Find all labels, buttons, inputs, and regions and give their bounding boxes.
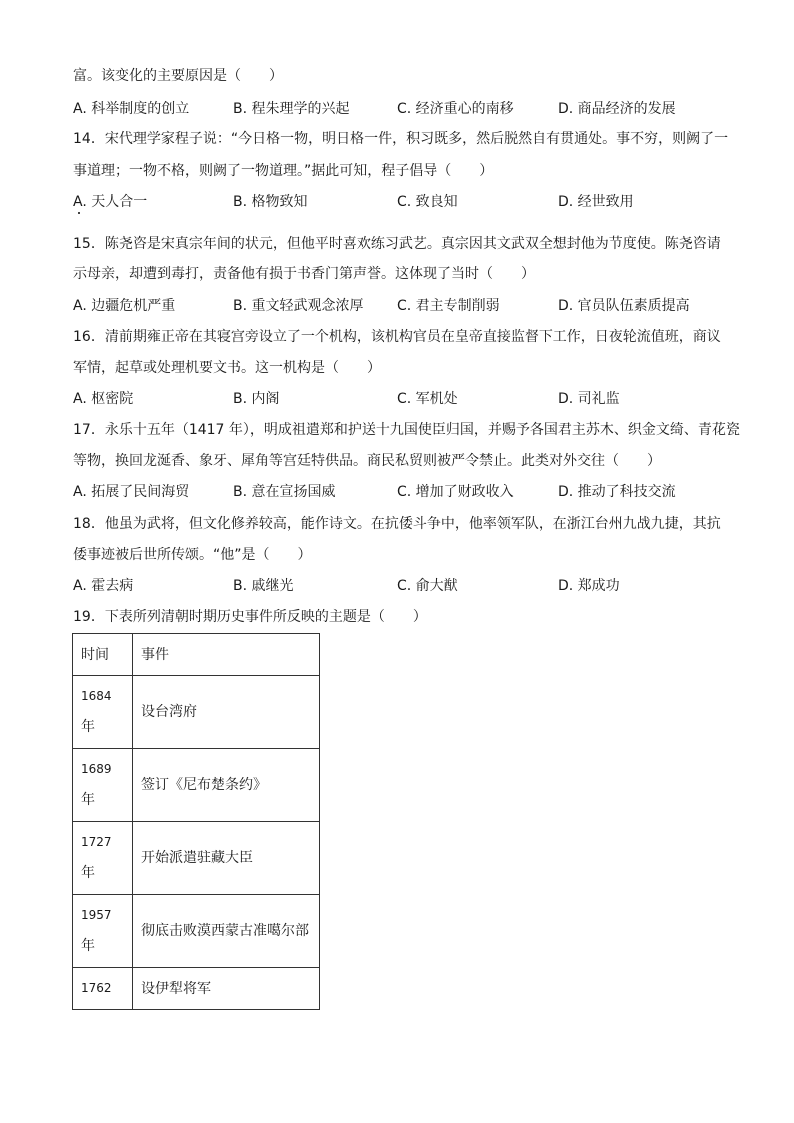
q13-option-d: D. 商品经济的发展 [558, 101, 676, 117]
q18-option-a: A. 霍去病 [73, 578, 134, 594]
q17-option-d: D. 推动了科技交流 [558, 484, 676, 500]
table-cell-year: 1762 [81, 981, 112, 995]
table-cell-event: 彻底击败漠西蒙古准噶尔部 [133, 895, 320, 968]
q14-option-c: C. 致良知 [397, 194, 458, 210]
table-cell-year-unit: 年 [81, 865, 95, 881]
history-events-table [72, 633, 320, 1010]
q18-option-d: D. 郑成功 [558, 578, 620, 594]
table-cell-event: 签订《尼布楚条约》 [133, 749, 320, 822]
q14-option-b: B. 格物致知 [233, 194, 308, 210]
table-row [73, 968, 320, 1010]
q14-option-a: A. 天人合一 [73, 194, 148, 210]
table-cell-time [73, 749, 133, 822]
q14-stem-line2: 事道理；一物不格，则阙了一物道理。”据此可知，程子倡导（ ） [73, 163, 494, 179]
q17-option-a: A. 拓展了民间海贸 [73, 484, 190, 500]
q17-option-c: C. 增加了财政收入 [397, 484, 514, 500]
q16-option-d: D. 司礼监 [558, 391, 620, 407]
q16-option-c: C. 军机处 [397, 391, 458, 407]
table-cell-event: 设伊犁将军 [133, 968, 320, 1010]
table-cell-event: 开始派遣驻藏大臣 [133, 822, 320, 895]
table-row [73, 676, 320, 749]
q13-stem-tail: 富。该变化的主要原因是（ ） [73, 68, 283, 84]
q18-stem-line2: 倭事迹被后世所传颂。“他”是（ ） [73, 547, 312, 563]
table-row [73, 822, 320, 895]
q17-options [73, 483, 733, 501]
q16-stem-line2: 军情，起草或处理机要文书。这一机构是（ ） [73, 360, 381, 376]
q15-option-c: C. 君主专制削弱 [397, 298, 500, 314]
q14-stem-line1: 14．宋代理学家程子说：“今日格一物，明日格一件，积习既多，然后脱然自有贯通处。事不穷，则阙了一 [73, 131, 729, 147]
q16-stem-line1: 16．清前期雍正帝在其寝宫旁设立了一个机构，该机构官员在皇帝直接监督下工作，日夜轮流值班，商议 [73, 329, 721, 345]
q15-option-a: A. 边疆危机严重 [73, 298, 176, 314]
table-cell-year: 1957 [81, 908, 112, 922]
table-cell-time [73, 968, 133, 1010]
table-cell-year: 1727 [81, 835, 112, 849]
q13-options [73, 100, 733, 118]
table-cell-year: 1689 [81, 762, 112, 776]
q18-stem-line1: 18．他虽为武将，但文化修养较高，能作诗文。在抗倭斗争中，他率领军队，在浙江台州九战九捷，其抗 [73, 516, 721, 532]
table-cell-year: 1684 [81, 689, 112, 703]
q14-options [73, 193, 733, 211]
table-header-event: 事件 [133, 634, 320, 676]
scan-speck [78, 212, 80, 214]
table-header-time: 时间 [73, 634, 133, 676]
q19-stem: 19．下表所列清朝时期历史事件所反映的主题是（ ） [73, 609, 427, 625]
q13-option-c: C. 经济重心的南移 [397, 101, 514, 117]
q17-option-b: B. 意在宣扬国威 [233, 484, 336, 500]
table-header-row [73, 634, 320, 676]
table-cell-year-unit: 年 [81, 719, 95, 735]
table-cell-event: 设台湾府 [133, 676, 320, 749]
q18-options [73, 577, 733, 595]
table-row [73, 749, 320, 822]
q16-option-b: B. 内阁 [233, 391, 280, 407]
q16-options [73, 390, 733, 408]
q15-options [73, 297, 733, 315]
q15-stem-line2: 示母亲，却遭到毒打，责备他有损于书香门第声誉。这体现了当时（ ） [73, 266, 535, 282]
q17-stem-line1: 17．永乐十五年（1417 年），明成祖遣郑和护送十九国使臣归国，并赐予各国君主苏木、织金文绮、青花瓷 [73, 422, 740, 438]
q18-option-b: B. 戚继光 [233, 578, 294, 594]
q15-stem-line1: 15．陈尧咨是宋真宗年间的状元，但他平时喜欢练习武艺。真宗因其文武双全想封他为节度使。陈尧咨请 [73, 236, 721, 252]
table-row [73, 895, 320, 968]
table-cell-time [73, 676, 133, 749]
table-cell-year-unit: 年 [81, 938, 95, 954]
q13-option-b: B. 程朱理学的兴起 [233, 101, 350, 117]
table-cell-time [73, 822, 133, 895]
q17-stem-line2: 等物，换回龙涎香、象牙、犀角等宫廷特供品。商民私贸则被严令禁止。此类对外交往（ ） [73, 453, 661, 469]
table-cell-year-unit: 年 [81, 792, 95, 808]
table-cell-time [73, 895, 133, 968]
q13-option-a: A. 科举制度的创立 [73, 101, 190, 117]
q16-option-a: A. 枢密院 [73, 391, 134, 407]
q15-option-d: D. 官员队伍素质提高 [558, 298, 690, 314]
q14-option-d: D. 经世致用 [558, 194, 634, 210]
q15-option-b: B. 重文轻武观念浓厚 [233, 298, 364, 314]
q18-option-c: C. 俞大猷 [397, 578, 458, 594]
